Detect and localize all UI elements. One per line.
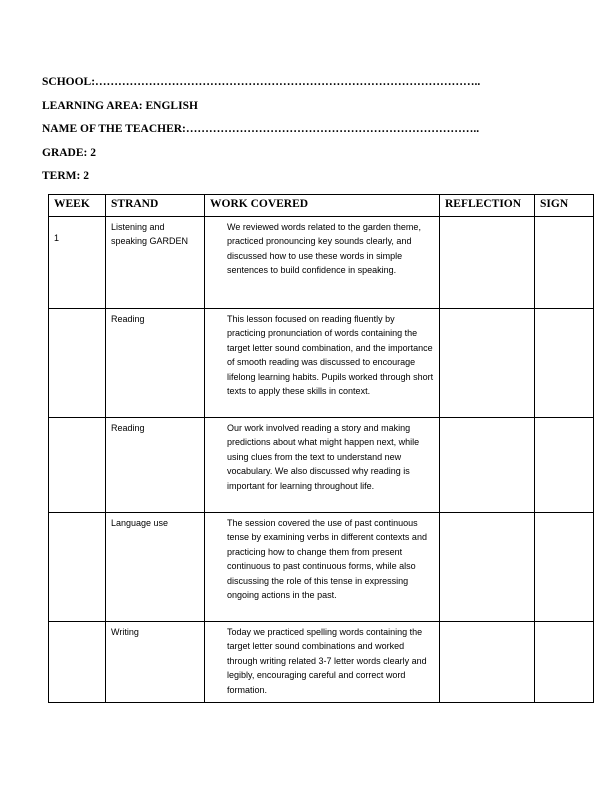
work-covered-cell: Our work involved reading a story and making predictions about what might happen next, while using clues from the text to understand new vocabulary. We also discussed why reading is important for learning throughout life. (205, 418, 440, 513)
reflection-cell (440, 513, 535, 622)
table-header-row (49, 195, 594, 217)
reflection-column-header: REFLECTION (440, 195, 535, 217)
work-covered-cell: This lesson focused on reading fluently by practicing pronunciation of words containing the target letter sound combination, and the importance of smooth reading was discussed to encourage lifelong learning habits. Pupils worked through short texts to apply these skills in context. (205, 309, 440, 418)
strand-cell: Language use (106, 513, 205, 622)
table-row (49, 622, 594, 703)
week-cell: 1 (49, 217, 106, 309)
reflection-cell (440, 217, 535, 309)
week-cell (49, 513, 106, 622)
reflection-cell (440, 622, 535, 703)
table-row (49, 309, 594, 418)
work-covered-cell: The session covered the use of past continuous tense by examining verbs in different contexts and practicing how to change them from present continuous to past continuous forms, while also discussing the role of this tense in expressing ongoing actions in the past. (205, 513, 440, 622)
sign-cell (535, 418, 594, 513)
work-covered-column-header: WORK COVERED (205, 195, 440, 217)
week-cell (49, 418, 106, 513)
strand-cell: Listening and speaking GARDEN (106, 217, 205, 309)
reflection-cell (440, 309, 535, 418)
strand-cell: Writing (106, 622, 205, 703)
sign-cell (535, 622, 594, 703)
document-header (42, 74, 582, 192)
work-covered-cell: We reviewed words related to the garden theme, practiced pronouncing key sounds clearly, and discussed how to use these words in simple sentences to build confidence in speaking. (205, 217, 440, 309)
teacher-name-line: NAME OF THE TEACHER:………………………………………………………………….. (42, 123, 480, 136)
record-of-work-table (48, 194, 594, 703)
strand-cell: Reading (106, 418, 205, 513)
term-line: TERM: 2 (42, 170, 89, 183)
school-line: SCHOOL:……………………………………………………………………………………….. (42, 76, 481, 88)
sign-cell (535, 217, 594, 309)
week-cell (49, 309, 106, 418)
strand-column-header: STRAND (106, 195, 205, 217)
grade-line: GRADE: 2 (42, 146, 96, 159)
sign-column-header: SIGN (535, 195, 594, 217)
strand-cell: Reading (106, 309, 205, 418)
work-covered-cell: Today we practiced spelling words containing the target letter sound combinations and worked through writing related 3-7 letter words clearly and legibly, encouraging careful and correct word formation. (205, 622, 440, 703)
reflection-cell (440, 418, 535, 513)
table-row (49, 217, 594, 309)
sign-cell (535, 309, 594, 418)
table-row (49, 513, 594, 622)
week-cell (49, 622, 106, 703)
sign-cell (535, 513, 594, 622)
table-row (49, 418, 594, 513)
week-column-header: WEEK (49, 195, 106, 217)
learning-area-line: LEARNING AREA: ENGLISH (42, 99, 198, 112)
